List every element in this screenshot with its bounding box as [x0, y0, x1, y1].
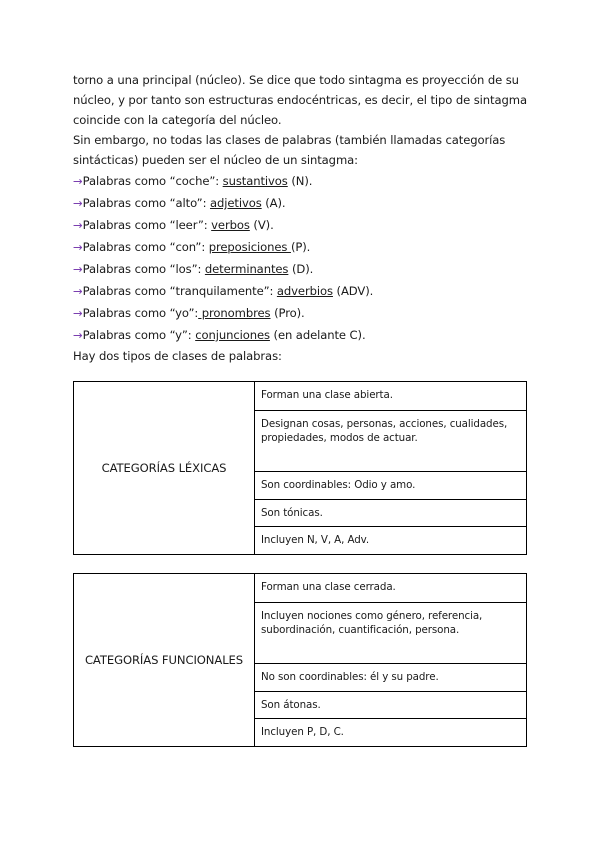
arrow-icon: → [73, 218, 83, 232]
example-text: Palabras como “los”: [82, 262, 205, 276]
example-abbr: (P). [290, 240, 311, 254]
category-term: determinantes [204, 262, 289, 276]
list-item [73, 280, 533, 302]
category-term: sustantivos [222, 174, 288, 188]
category-term: preposiciones [208, 240, 291, 254]
functional-categories-table [73, 573, 527, 747]
list-item [73, 258, 533, 280]
arrow-icon: → [73, 284, 83, 298]
list-item [73, 236, 533, 258]
table-cell: Incluyen N, V, A, Adv. [255, 527, 527, 555]
table-cell: No son coordinables: él y su padre. [255, 664, 527, 692]
category-term: conjunciones [195, 328, 270, 342]
arrow-icon: → [73, 328, 83, 342]
category-term: pronombres [198, 306, 271, 320]
arrow-icon: → [73, 196, 83, 210]
example-abbr: (N). [287, 174, 313, 188]
table-cell: Forman una clase cerrada. [255, 574, 527, 603]
table-cell: Son átonas. [255, 692, 527, 719]
intro-line: núcleo, y por tanto son estructuras endocéntricas, es decir, el tipo de sintagma [73, 93, 527, 107]
example-abbr: (D). [288, 262, 314, 276]
intro-line: torno a una principal (núcleo). Se dice que todo sintagma es proyección de su [73, 73, 519, 87]
lexical-categories-title: CATEGORÍAS LÉXICAS [74, 382, 255, 555]
table-cell: Incluyen nociones como género, referencia, subordinación, cuantificación, persona. [255, 603, 527, 664]
arrow-icon: → [73, 306, 83, 320]
list-item [73, 170, 533, 192]
table-cell: Designan cosas, personas, acciones, cualidades, propiedades, modos de actuar. [255, 411, 527, 472]
category-term: verbos [211, 218, 250, 232]
example-text: Palabras como “alto”: [82, 196, 210, 210]
example-text: Palabras como “coche”: [82, 174, 223, 188]
arrow-icon: → [73, 240, 83, 254]
example-abbr: (Pro). [270, 306, 305, 320]
example-text: Palabras como “leer”: [82, 218, 212, 232]
arrow-icon: → [73, 174, 83, 188]
example-text: Palabras como “tranquilamente”: [82, 284, 277, 298]
category-term: adverbios [276, 284, 333, 298]
table-cell: Son coordinables: Odio y amo. [255, 472, 527, 500]
example-abbr: (V). [249, 218, 274, 232]
table-cell: Forman una clase abierta. [255, 382, 527, 411]
example-abbr: (ADV). [332, 284, 374, 298]
document-body [73, 70, 533, 366]
functional-categories-title: CATEGORÍAS FUNCIONALES [74, 574, 255, 747]
examples-list [73, 170, 533, 346]
example-text: Palabras como “con”: [82, 240, 209, 254]
example-text: Palabras como “y”: [82, 328, 196, 342]
list-item [73, 324, 533, 346]
example-abbr: (A). [261, 196, 286, 210]
closing-line: Hay dos tipos de clases de palabras: [73, 349, 282, 363]
arrow-icon: → [73, 262, 83, 276]
lexical-categories-table [73, 381, 527, 555]
intro-line: sintácticas) pueden ser el núcleo de un sintagma: [73, 153, 358, 167]
example-abbr: (en adelante C). [269, 328, 366, 342]
list-item [73, 214, 533, 236]
list-item [73, 302, 533, 324]
category-term: adjetivos [209, 196, 262, 210]
table-cell: Incluyen P, D, C. [255, 719, 527, 747]
list-item [73, 192, 533, 214]
example-text: Palabras como “yo”: [82, 306, 199, 320]
table-cell: Son tónicas. [255, 500, 527, 527]
intro-line: coincide con la categoría del núcleo. [73, 113, 282, 127]
intro-line: Sin embargo, no todas las clases de palabras (también llamadas categorías [73, 133, 506, 147]
